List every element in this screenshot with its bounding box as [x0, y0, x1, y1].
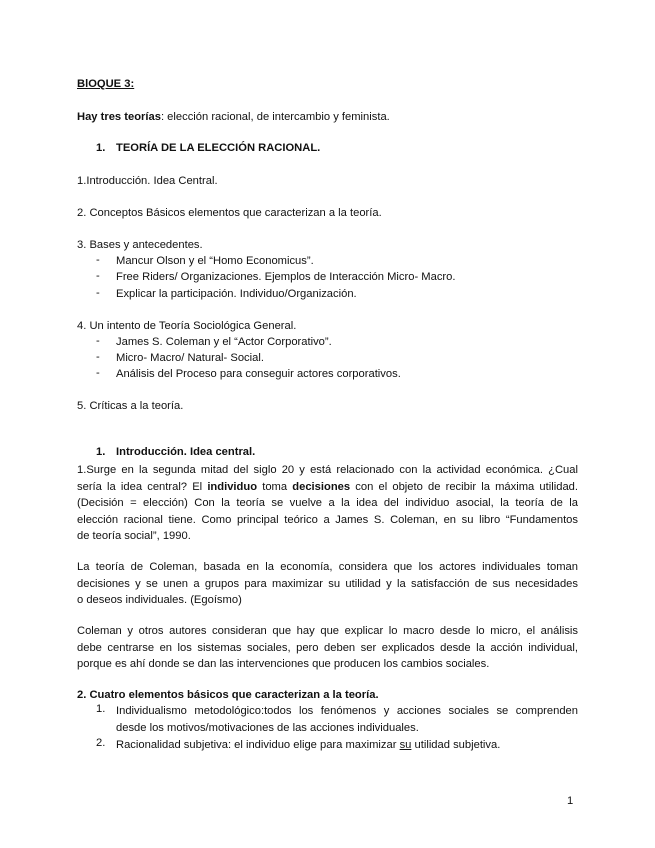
text-run: sería la idea central? El — [77, 480, 208, 493]
outline-item-3: 3. Bases y antecedentes. — [77, 239, 203, 251]
outline-item-4-bullet: Micro- Macro/ Natural- Social. — [116, 352, 264, 364]
keyword-decisiones: decisiones — [292, 480, 351, 493]
paragraph-introduction — [77, 462, 578, 545]
bullet-marker: - — [96, 270, 100, 282]
paragraph-line: de teoría social”, 1990. — [77, 530, 191, 542]
intro-line — [77, 110, 390, 125]
outline-item-4: 4. Un intento de Teoría Sociológica General. — [77, 320, 297, 332]
bullet-marker: - — [96, 287, 100, 299]
paragraph-line: debe centrarse en los sistemas sociales, pero deben ser explicados desde la acción individual, — [77, 641, 578, 654]
paragraph-macro-micro — [77, 623, 578, 673]
outline-item-5: 5. Críticas a la teoría. — [77, 400, 184, 412]
bullet-marker: - — [96, 335, 100, 347]
paragraph-line: decisiones y se unen a grupos para maximizar su utilidad y la satisfacción de sus necesidades — [77, 577, 578, 590]
outline-item-2: 2. Conceptos Básicos elementos que caracterizan a la teoría. — [77, 207, 382, 219]
outline-item-1: 1.Introducción. Idea Central. — [77, 175, 218, 187]
intro-bold: Hay tres teorías — [77, 111, 161, 123]
list-item — [116, 737, 578, 754]
paragraph-line: La teoría de Coleman, basada en la economía, considera que los actores individuales toman — [77, 561, 578, 573]
outline-item-3-bullet: Explicar la participación. Individuo/Organización. — [116, 288, 357, 300]
outline-item-3-bullet: Mancur Olson y el “Homo Economicus”. — [116, 255, 314, 267]
paragraph-line: elección racional tiene. Como principal teórico a James S. Coleman, en su libro “Fundamentos — [77, 513, 578, 526]
list-number: 2. — [96, 737, 106, 749]
underlined-word: su — [399, 739, 412, 751]
list-line: desde los motivos/motivaciones de las acciones individuales. — [116, 721, 419, 734]
paragraph-line — [77, 479, 578, 496]
outline-item-4-bullet: James S. Coleman y el “Actor Corporativo”. — [116, 336, 332, 348]
list-line: Individualismo metodológico:todos los fenómenos y acciones sociales se comprenden — [116, 705, 578, 717]
text-run: con el objeto de recibir la máxima utilidad. — [350, 480, 578, 493]
section-title — [96, 142, 321, 154]
section-title-text: TEORÍA DE LA ELECCIÓN RACIONAL. — [116, 142, 321, 154]
bullet-marker: - — [96, 351, 100, 363]
subsection-number: 1. — [96, 446, 106, 458]
section-title-number: 1. — [96, 142, 106, 154]
page-number: 1 — [567, 795, 574, 807]
subsection-title-2: 2. Cuatro elementos básicos que caracterizan a la teoría. — [77, 689, 379, 701]
paragraph-line: (Decisión = elección) Con la teoría se vuelve a la idea del individuo asocial, la teoría de la — [77, 497, 578, 509]
keyword-individuo: individuo — [207, 480, 258, 493]
paragraph-coleman — [77, 559, 578, 609]
block-heading: BlOQUE 3: — [77, 78, 135, 90]
paragraph-line: o deseos individuales. (Egoísmo) — [77, 594, 242, 606]
outline-item-4-bullet: Análisis del Proceso para conseguir actores corporativos. — [116, 368, 401, 380]
paragraph-line: Coleman y otros autores consideran que hay que explicar lo macro desde lo micro, el análisis — [77, 625, 578, 637]
subsection-text: Introducción. Idea central. — [116, 446, 256, 458]
bullet-marker: - — [96, 254, 100, 266]
list-number: 1. — [96, 703, 106, 715]
list-text: utilidad subjetiva. — [411, 739, 501, 751]
paragraph-line: 1.Surge en la segunda mitad del siglo 20 y está relacionado con la actividad económica. ¿Cual — [77, 464, 578, 476]
list-item — [116, 703, 578, 736]
outline-item-3-bullet: Free Riders/ Organizaciones. Ejemplos de Interacción Micro- Macro. — [116, 271, 456, 283]
intro-rest: : elección racional, de intercambio y feminista. — [160, 111, 390, 123]
bullet-marker: - — [96, 367, 100, 379]
text-run: toma — [257, 480, 293, 493]
subsection-title-1 — [96, 446, 256, 458]
paragraph-line: porque es ahí donde se dan las intervenciones que producen los cambios sociales. — [77, 658, 490, 670]
list-text: Racionalidad subjetiva: el individuo elige para maximizar — [116, 739, 400, 751]
